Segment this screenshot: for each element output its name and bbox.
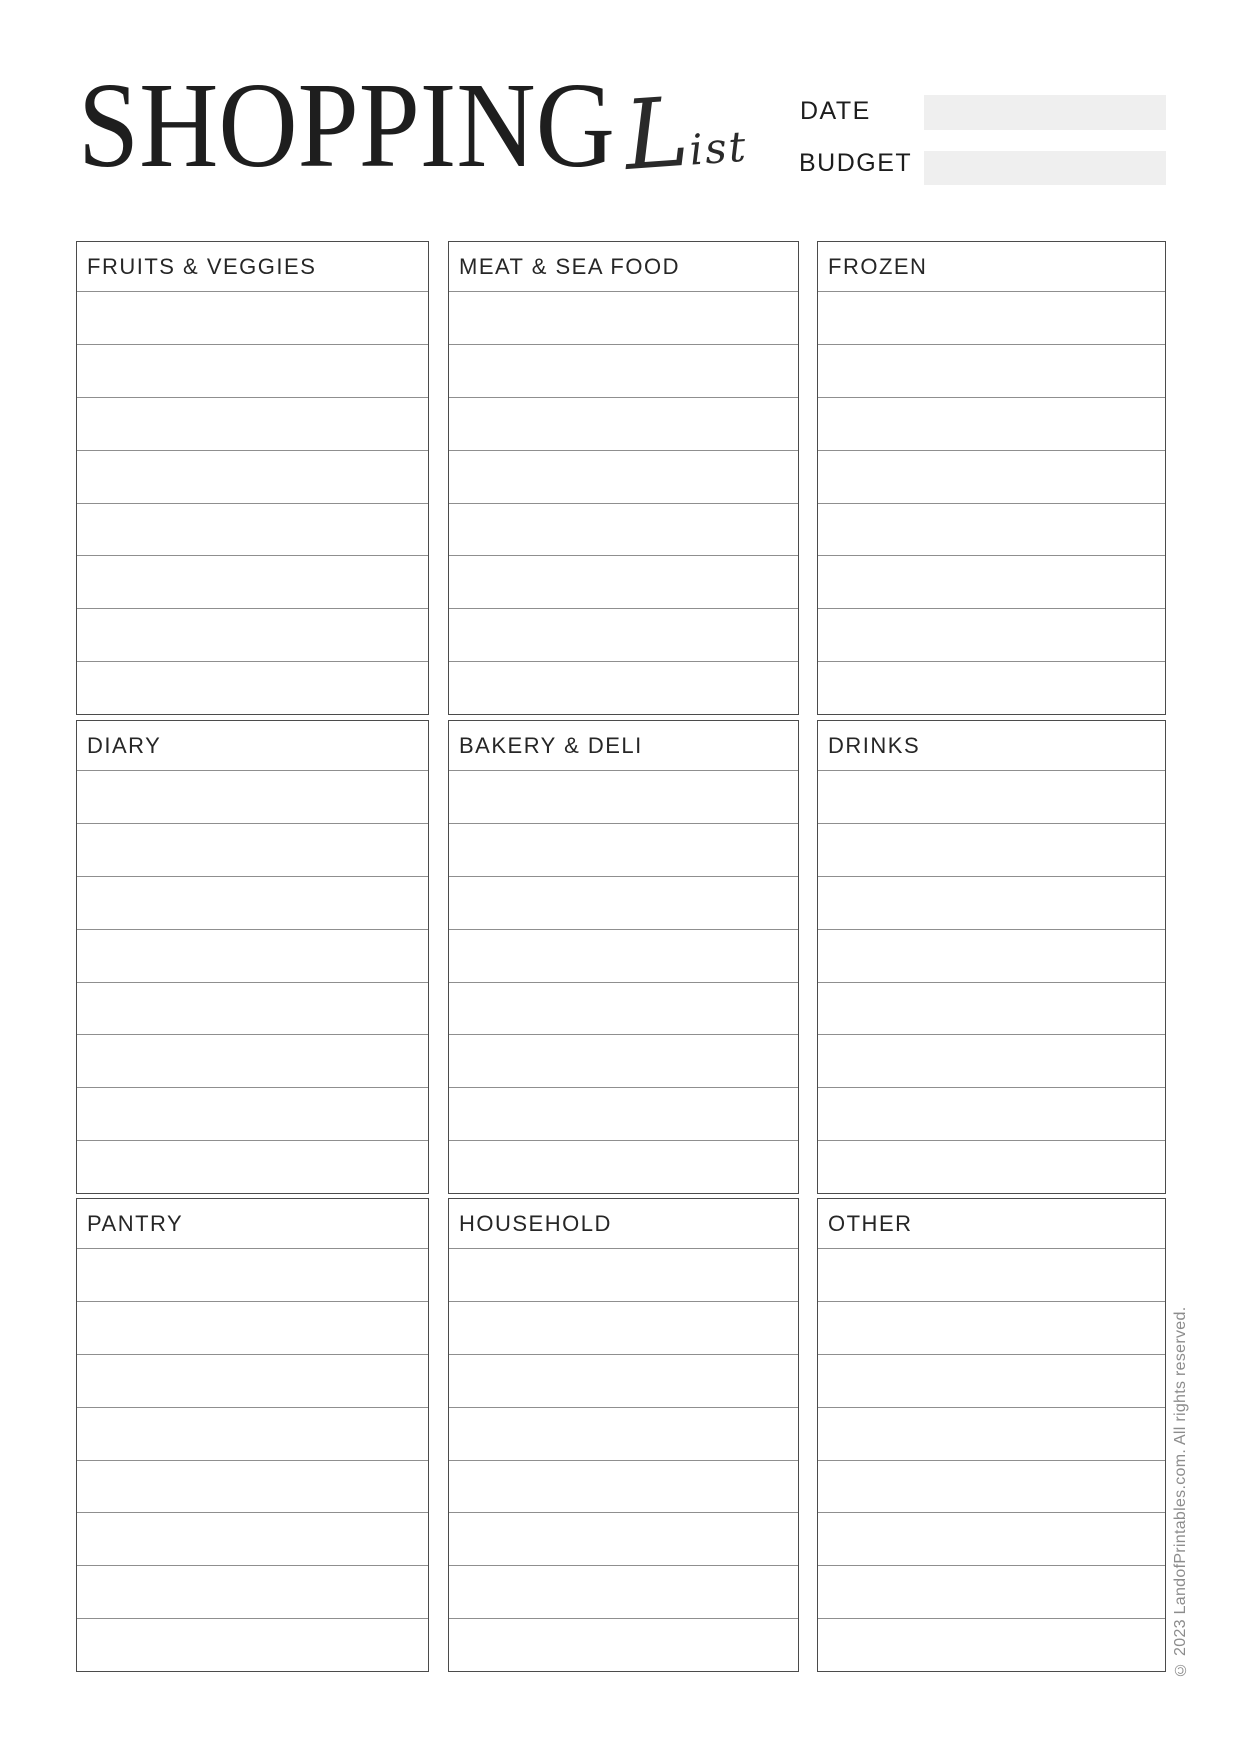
category-box-fruits-veggies (76, 241, 429, 715)
list-row[interactable] (449, 1141, 798, 1193)
category-header: HOUSEHOLD (449, 1199, 798, 1249)
category-box-frozen (817, 241, 1166, 715)
list-row[interactable] (77, 1619, 428, 1671)
list-row[interactable] (449, 1035, 798, 1088)
list-row[interactable] (449, 1566, 798, 1619)
list-row[interactable] (449, 1249, 798, 1302)
category-header: DIARY (77, 721, 428, 771)
list-row[interactable] (818, 1566, 1165, 1619)
list-row[interactable] (818, 771, 1165, 824)
list-row[interactable] (77, 1513, 428, 1566)
list-row[interactable] (818, 556, 1165, 609)
list-row[interactable] (449, 345, 798, 398)
category-rows (818, 292, 1165, 714)
list-row[interactable] (77, 1035, 428, 1088)
list-row[interactable] (77, 983, 428, 1036)
list-row[interactable] (77, 609, 428, 662)
list-row[interactable] (449, 556, 798, 609)
list-row[interactable] (77, 1355, 428, 1408)
list-row[interactable] (818, 1088, 1165, 1141)
list-row[interactable] (77, 1141, 428, 1193)
list-row[interactable] (449, 451, 798, 504)
list-row[interactable] (449, 930, 798, 983)
list-row[interactable] (77, 292, 428, 345)
list-row[interactable] (449, 609, 798, 662)
page-title: SHOPPING (78, 58, 615, 193)
list-row[interactable] (449, 292, 798, 345)
list-row[interactable] (449, 983, 798, 1036)
budget-label: BUDGET (799, 149, 913, 177)
list-row[interactable] (449, 771, 798, 824)
category-header: OTHER (818, 1199, 1165, 1249)
list-row[interactable] (449, 1408, 798, 1461)
date-input[interactable] (924, 95, 1166, 130)
category-rows (77, 771, 428, 1193)
list-row[interactable] (77, 1088, 428, 1141)
list-row[interactable] (77, 556, 428, 609)
list-row[interactable] (818, 609, 1165, 662)
list-row[interactable] (77, 930, 428, 983)
category-rows (818, 771, 1165, 1193)
list-row[interactable] (77, 1408, 428, 1461)
list-row[interactable] (449, 1088, 798, 1141)
list-row[interactable] (818, 983, 1165, 1036)
category-rows (818, 1249, 1165, 1671)
list-row[interactable] (818, 1355, 1165, 1408)
list-row[interactable] (77, 398, 428, 451)
list-row[interactable] (77, 824, 428, 877)
list-row[interactable] (818, 1141, 1165, 1193)
category-rows (77, 292, 428, 714)
category-box-meat-seafood (448, 241, 799, 715)
category-box-household (448, 1198, 799, 1672)
list-row[interactable] (818, 930, 1165, 983)
list-row[interactable] (449, 824, 798, 877)
category-rows (77, 1249, 428, 1671)
category-box-pantry (76, 1198, 429, 1672)
list-row[interactable] (77, 771, 428, 824)
list-row[interactable] (818, 1035, 1165, 1088)
list-row[interactable] (77, 662, 428, 714)
list-row[interactable] (449, 662, 798, 714)
list-row[interactable] (818, 1619, 1165, 1671)
category-box-drinks (817, 720, 1166, 1194)
list-row[interactable] (449, 1355, 798, 1408)
title-script-initial: L (620, 75, 693, 192)
list-row[interactable] (77, 345, 428, 398)
list-row[interactable] (449, 1302, 798, 1355)
list-row[interactable] (818, 1461, 1165, 1514)
list-row[interactable] (77, 1302, 428, 1355)
list-row[interactable] (449, 398, 798, 451)
category-rows (449, 1249, 798, 1671)
category-header: PANTRY (77, 1199, 428, 1249)
page-title-script (620, 75, 749, 192)
copyright-text: © 2023 LandofPrintables.com. All rights reserved. (1172, 1306, 1189, 1678)
list-row[interactable] (77, 504, 428, 557)
list-row[interactable] (77, 451, 428, 504)
list-row[interactable] (818, 1302, 1165, 1355)
list-row[interactable] (449, 504, 798, 557)
list-row[interactable] (77, 1461, 428, 1514)
list-row[interactable] (818, 345, 1165, 398)
list-row[interactable] (818, 1249, 1165, 1302)
list-row[interactable] (818, 1408, 1165, 1461)
category-header: DRINKS (818, 721, 1165, 771)
list-row[interactable] (449, 1619, 798, 1671)
list-row[interactable] (77, 877, 428, 930)
list-row[interactable] (449, 1513, 798, 1566)
category-box-other (817, 1198, 1166, 1672)
list-row[interactable] (818, 451, 1165, 504)
category-box-diary (76, 720, 429, 1194)
date-label: DATE (800, 97, 871, 125)
category-box-bakery-deli (448, 720, 799, 1194)
title-script-rest: ist (687, 121, 749, 175)
category-header: BAKERY & DELI (449, 721, 798, 771)
list-row[interactable] (818, 877, 1165, 930)
category-header: FROZEN (818, 242, 1165, 292)
list-row[interactable] (818, 662, 1165, 714)
budget-input[interactable] (924, 151, 1166, 185)
list-row[interactable] (818, 292, 1165, 345)
list-row[interactable] (77, 1566, 428, 1619)
list-row[interactable] (818, 1513, 1165, 1566)
list-row[interactable] (818, 398, 1165, 451)
list-row[interactable] (818, 824, 1165, 877)
list-row[interactable] (449, 1461, 798, 1514)
category-header: FRUITS & VEGGIES (77, 242, 428, 292)
list-row[interactable] (77, 1249, 428, 1302)
category-rows (449, 771, 798, 1193)
category-header: MEAT & SEA FOOD (449, 242, 798, 292)
category-rows (449, 292, 798, 714)
list-row[interactable] (449, 877, 798, 930)
list-row[interactable] (818, 504, 1165, 557)
